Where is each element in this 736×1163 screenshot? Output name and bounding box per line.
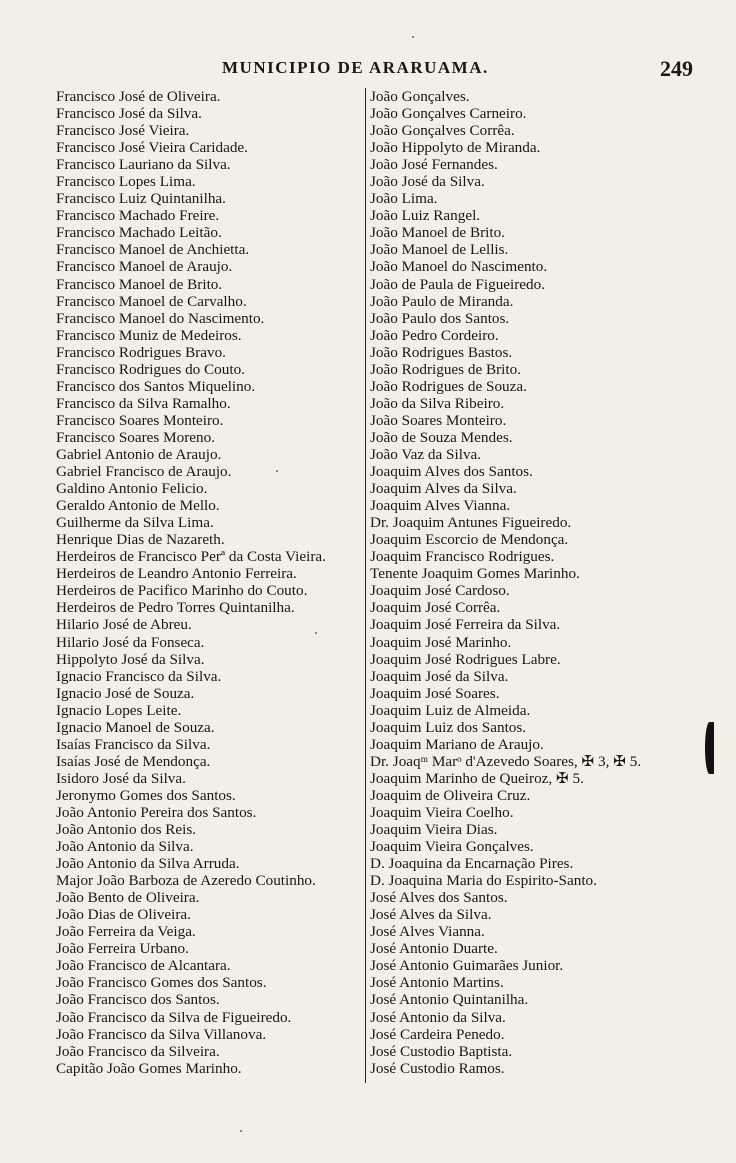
- list-item: João Bento de Oliveira.: [56, 889, 200, 907]
- list-item: Joaquim de Oliveira Cruz.: [370, 786, 531, 804]
- list-item: João Hippolyto de Miranda.: [370, 139, 541, 157]
- list-item: Herdeiros de Francisco Perª da Costa Vieira.: [56, 548, 326, 566]
- list-item: João Gonçalves.: [370, 88, 470, 105]
- list-item: Ignacio Lopes Leite.: [56, 701, 182, 719]
- list-item: Gabriel Antonio de Araujo.: [56, 445, 222, 463]
- list-item: José Custodio Ramos.: [370, 1059, 505, 1077]
- list-item: João Manoel de Lellis.: [370, 241, 509, 259]
- list-item: José Antonio Martins.: [370, 974, 504, 992]
- list-item: José Antonio Quintanilha.: [370, 991, 529, 1009]
- list-item: Major João Barboza de Azeredo Coutinho.: [56, 872, 316, 890]
- list-item: João Francisco de Alcantara.: [56, 957, 231, 975]
- list-item: Herdeiros de Leandro Antonio Ferreira.: [56, 565, 297, 583]
- list-item: João Gonçalves Corrêa.: [370, 122, 515, 140]
- list-item: Hilario José da Fonseca.: [56, 633, 205, 651]
- list-item: Francisco Manoel de Brito.: [56, 275, 223, 293]
- list-item: Joaquim José Marinho.: [370, 633, 512, 651]
- list-item: José Alves Vianna.: [370, 923, 485, 941]
- list-item: Joaquim Alves da Silva.: [370, 480, 517, 498]
- list-item: João Rodrigues de Brito.: [370, 360, 522, 378]
- list-item: Francisco Manoel de Anchietta.: [56, 241, 250, 259]
- list-item: José Antonio Guimarães Junior.: [370, 957, 564, 975]
- list-item: Joaquim José Rodrigues Labre.: [370, 650, 561, 668]
- list-item: Francisco Luiz Quintanilha.: [56, 190, 226, 208]
- list-item: João Francisco da Silva Villanova.: [56, 1025, 267, 1043]
- list-item: Herdeiros de Pedro Torres Quintanilha.: [56, 599, 295, 617]
- list-item: Geraldo Antonio de Mello.: [56, 497, 220, 515]
- paper-speck: [276, 470, 278, 472]
- list-item: Francisco José da Silva.: [56, 105, 202, 123]
- list-item: Dr. Joaqᵐ Marᵒ d'Azevedo Soares, ✠ 3, ✠ 5.: [370, 752, 642, 770]
- paper-speck: [412, 36, 414, 38]
- list-item: João Vaz da Silva.: [370, 445, 482, 463]
- list-item: Tenente Joaquim Gomes Marinho.: [370, 565, 580, 583]
- list-item: Ignacio Francisco da Silva.: [56, 667, 222, 685]
- list-item: João Manoel do Nascimento.: [370, 258, 548, 276]
- list-item: Joaquim José da Silva.: [370, 667, 509, 685]
- list-item: João Paulo de Miranda.: [370, 292, 514, 310]
- list-item: Francisco Soares Monteiro.: [56, 411, 224, 429]
- page-number: 249: [660, 56, 693, 81]
- list-item: Francisco Machado Leitão.: [56, 224, 222, 242]
- list-item: Joaquim Mariano de Araujo.: [370, 735, 544, 753]
- list-item: João Antonio dos Reis.: [56, 821, 197, 839]
- list-item: João Luiz Rangel.: [370, 207, 481, 225]
- list-item: Joaquim Vieira Dias.: [370, 821, 498, 839]
- list-item: João Francisco da Silva de Figueiredo.: [56, 1008, 292, 1026]
- list-item: Joaquim Francisco Rodrigues.: [370, 548, 555, 566]
- list-item: João Manoel de Brito.: [370, 224, 505, 242]
- list-item: Francisco Rodrigues do Couto.: [56, 360, 245, 378]
- list-item: Francisco Machado Freire.: [56, 207, 220, 225]
- list-item: José Custodio Baptista.: [370, 1042, 513, 1060]
- list-item: Francisco dos Santos Miquelino.: [56, 377, 256, 395]
- list-item: Francisco José Vieira Caridade.: [56, 139, 248, 157]
- list-item: Francisco José de Oliveira.: [56, 88, 221, 105]
- list-item: João Rodrigues de Souza.: [370, 377, 527, 395]
- list-item: Guilherme da Silva Lima.: [56, 514, 214, 532]
- list-item: Joaquim Marinho de Queiroz, ✠ 5.: [370, 769, 584, 787]
- list-item: Joaquim José Ferreira da Silva.: [370, 616, 561, 634]
- list-item: Gabriel Francisco de Araujo.: [56, 463, 232, 481]
- list-item: Isaías José de Mendonça.: [56, 752, 211, 770]
- list-item: Capitão João Gomes Marinho.: [56, 1059, 242, 1077]
- list-item: Francisco Lopes Lima.: [56, 173, 196, 191]
- list-item: Henrique Dias de Nazareth.: [56, 531, 225, 549]
- list-item: João da Silva Ribeiro.: [370, 394, 505, 412]
- list-item: João Ferreira da Veiga.: [56, 923, 196, 941]
- list-item: Joaquim Escorcio de Mendonça.: [370, 531, 569, 549]
- list-item: Francisco Muniz de Medeiros.: [56, 326, 242, 344]
- list-item: Ignacio José de Souza.: [56, 684, 195, 702]
- list-item: João Dias de Oliveira.: [56, 906, 191, 924]
- list-item: João Rodrigues Bastos.: [370, 343, 513, 361]
- list-item: Joaquim José Cardoso.: [370, 582, 510, 600]
- list-item: Francisco Rodrigues Bravo.: [56, 343, 226, 361]
- list-item: D. Joaquina da Encarnação Pires.: [370, 855, 574, 873]
- page-title: MUNICIPIO DE ARARUAMA.: [222, 58, 489, 77]
- list-item: João de Souza Mendes.: [370, 428, 513, 446]
- list-item: Herdeiros de Pacifico Marinho do Couto.: [56, 582, 308, 600]
- list-item: João Francisco da Silveira.: [56, 1042, 220, 1060]
- paper-speck: [315, 632, 317, 634]
- list-item: João Pedro Cordeiro.: [370, 326, 499, 344]
- list-item: Ignacio Manoel de Souza.: [56, 718, 215, 736]
- list-item: João Ferreira Urbano.: [56, 940, 189, 958]
- list-item: Dr. Joaquim Antunes Figueiredo.: [370, 514, 572, 532]
- list-item: João Francisco Gomes dos Santos.: [56, 974, 267, 992]
- list-item: José Antonio Duarte.: [370, 940, 498, 958]
- list-item: João Gonçalves Carneiro.: [370, 105, 527, 123]
- list-item: João Antonio Pereira dos Santos.: [56, 803, 257, 821]
- list-item: João Lima.: [370, 190, 438, 208]
- list-item: Joaquim José Soares.: [370, 684, 500, 702]
- list-item: João Paulo dos Santos.: [370, 309, 510, 327]
- list-item: João Soares Monteiro.: [370, 411, 507, 429]
- list-item: Francisco Soares Moreno.: [56, 428, 216, 446]
- list-item: João Francisco dos Santos.: [56, 991, 220, 1009]
- list-item: Joaquim Luiz de Almeida.: [370, 701, 531, 719]
- list-item: Joaquim Luiz dos Santos.: [370, 718, 527, 736]
- list-item: José Alves dos Santos.: [370, 889, 508, 907]
- page-header: [0, 56, 736, 84]
- list-item: D. Joaquina Maria do Espirito-Santo.: [370, 872, 597, 890]
- column-divider: [365, 88, 366, 1083]
- right-column-list: [370, 88, 720, 1077]
- list-item: Francisco Lauriano da Silva.: [56, 156, 231, 174]
- list-item: Isaías Francisco da Silva.: [56, 735, 211, 753]
- list-item: Joaquim Vieira Coelho.: [370, 803, 514, 821]
- list-item: Galdino Antonio Felicio.: [56, 480, 208, 498]
- list-item: Francisco Manoel do Nascimento.: [56, 309, 265, 327]
- list-item: Joaquim Vieira Gonçalves.: [370, 838, 534, 856]
- paper-speck: [240, 1130, 242, 1132]
- list-item: Francisco Manoel de Araujo.: [56, 258, 233, 276]
- list-item: José Antonio da Silva.: [370, 1008, 506, 1026]
- list-item: Isidoro José da Silva.: [56, 769, 186, 787]
- list-item: José Cardeira Penedo.: [370, 1025, 505, 1043]
- list-item: João de Paula de Figueiredo.: [370, 275, 546, 293]
- list-item: Joaquim José Corrêa.: [370, 599, 501, 617]
- list-item: Joaquim Alves dos Santos.: [370, 463, 533, 481]
- list-item: Francisco da Silva Ramalho.: [56, 394, 231, 412]
- list-item: Francisco José Vieira.: [56, 122, 190, 140]
- ink-blot: [705, 722, 714, 774]
- list-item: Joaquim Alves Vianna.: [370, 497, 511, 515]
- left-column-list: [56, 88, 366, 1077]
- list-item: Hippolyto José da Silva.: [56, 650, 205, 668]
- list-item: João José Fernandes.: [370, 156, 498, 174]
- list-item: Hilario José de Abreu.: [56, 616, 192, 634]
- list-item: José Alves da Silva.: [370, 906, 492, 924]
- list-item: João Antonio da Silva Arruda.: [56, 855, 240, 873]
- list-item: João José da Silva.: [370, 173, 485, 191]
- list-item: Jeronymo Gomes dos Santos.: [56, 786, 236, 804]
- list-item: João Antonio da Silva.: [56, 838, 194, 856]
- list-item: Francisco Manoel de Carvalho.: [56, 292, 247, 310]
